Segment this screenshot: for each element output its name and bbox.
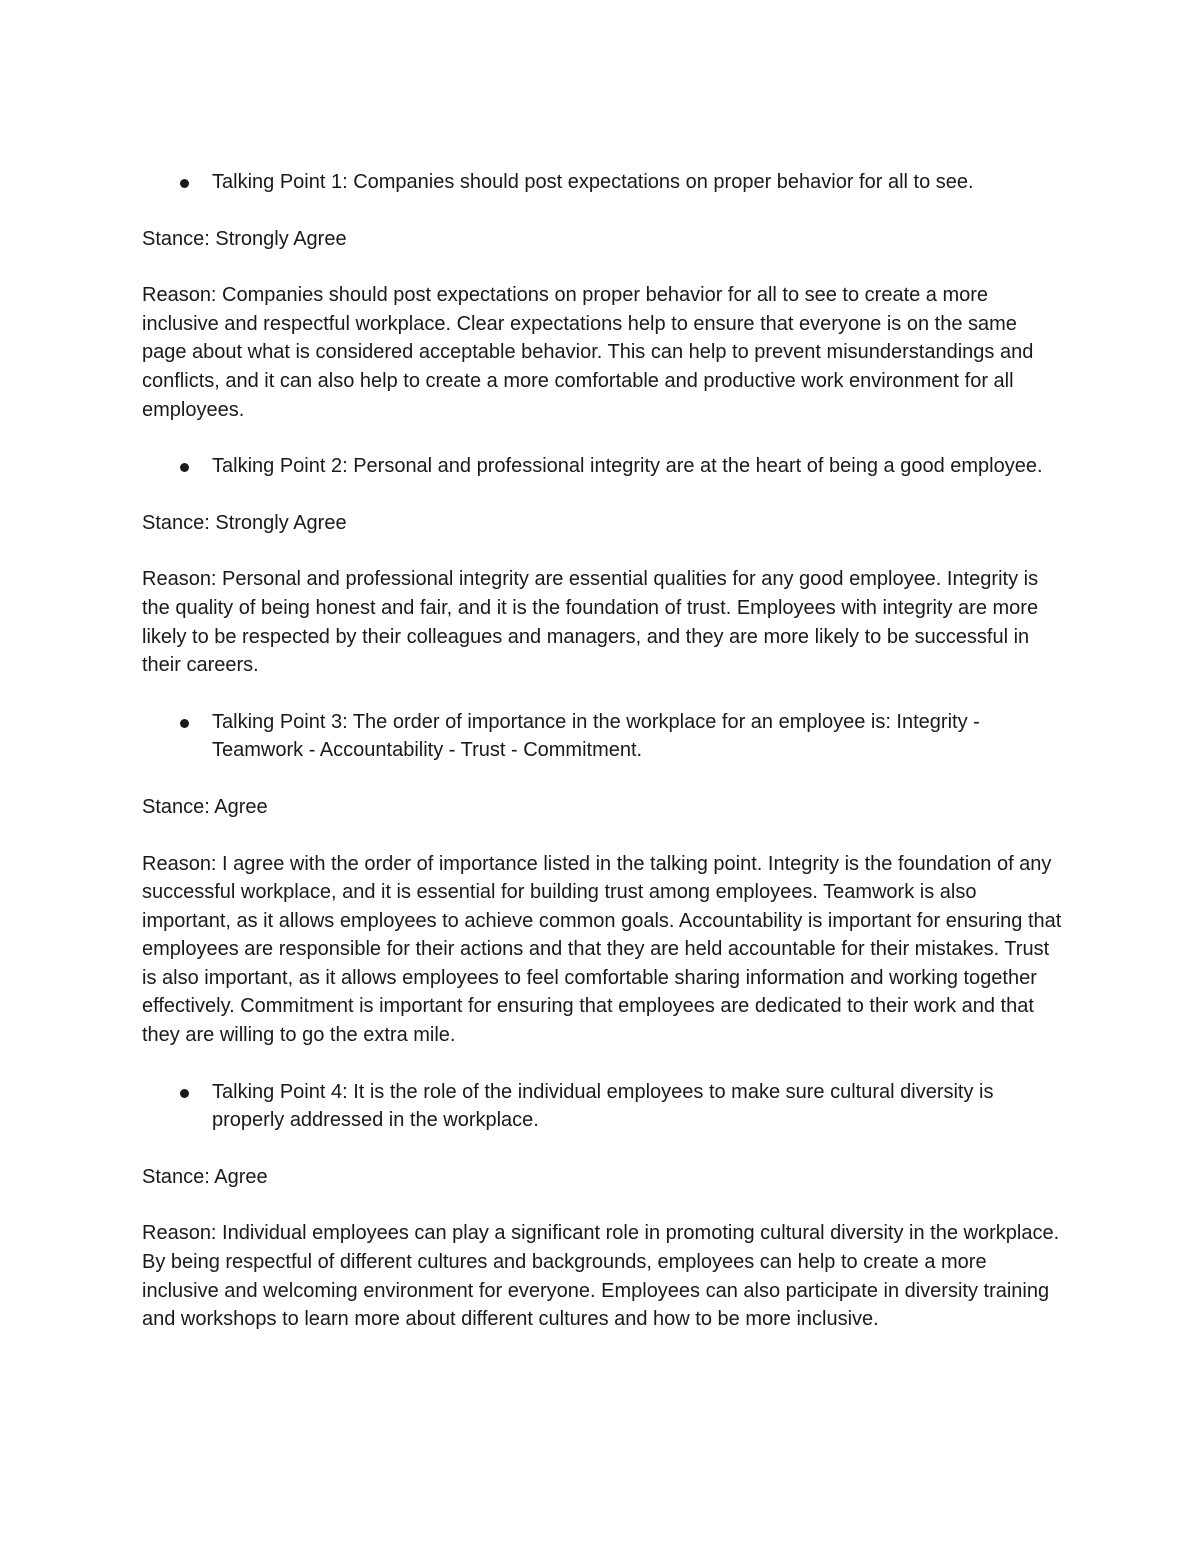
talking-point-1 bbox=[142, 168, 1062, 197]
talking-point-2 bbox=[142, 452, 1062, 481]
bullet-icon bbox=[180, 463, 189, 472]
document-page bbox=[142, 168, 1062, 1334]
talking-point-3 bbox=[142, 708, 1062, 765]
talking-point-text: Talking Point 3: The order of importance in the workplace for an employee is: Integrity - Teamwork - Accountability - Trust - Commitment. bbox=[212, 710, 980, 762]
reason-1: Reason: Companies should post expectations on proper behavior for all to see to create a more inclusive and respectful workplace. Clear expectations help to ensure that everyone is on the same page about what is considered acceptable behavior. This can help to prevent misunderstandings and conflicts, and it can also help to create a more comfortable and productive work environment for all employees. bbox=[142, 284, 1034, 421]
talking-point-text: Talking Point 2: Personal and professional integrity are at the heart of being a good employee. bbox=[212, 455, 1043, 478]
bullet-icon bbox=[180, 1089, 189, 1098]
bullet-icon bbox=[180, 179, 189, 188]
stance-2: Stance: Strongly Agree bbox=[142, 511, 347, 534]
stance-4: Stance: Agree bbox=[142, 1165, 268, 1188]
reason-2: Reason: Personal and professional integrity are essential qualities for any good employee. Integrity is the quality of being honest and fair, and it is the foundation of trust. Employees with integrity are more likely to be respected by their colleagues and managers, and they are more likely to be successful in their careers. bbox=[142, 568, 1039, 677]
talking-point-text: Talking Point 4: It is the role of the individual employees to make sure cultural diversity is properly addressed in the workplace. bbox=[212, 1080, 994, 1132]
talking-point-text: Talking Point 1: Companies should post expectations on proper behavior for all to see. bbox=[212, 171, 974, 193]
stance-3: Stance: Agree bbox=[142, 795, 268, 818]
talking-point-4 bbox=[142, 1078, 1062, 1135]
reason-3: Reason: I agree with the order of importance listed in the talking point. Integrity is the foundation of any successful workplace, and it is essential for building trust among employees. Teamwork is also important, as it allows employees to achieve common goals. Accountability is important for ensuring that employees are responsible for their actions and that they are held accountable for their mistakes. Trust is also important, as it allows employees to feel comfortable sharing information and working together effectively. Commitment is important for ensuring that employees are dedicated to their work and that they are willing to go the extra mile. bbox=[142, 852, 1062, 1047]
stance-1: Stance: Strongly Agree bbox=[142, 227, 347, 250]
bullet-icon bbox=[180, 719, 189, 728]
reason-4: Reason: Individual employees can play a significant role in promoting cultural diversity in the workplace. By being respectful of different cultures and backgrounds, employees can help to create a more inclusive and welcoming environment for everyone. Employees can also participate in diversity training and workshops to learn more about different cultures and how to be more inclusive. bbox=[142, 1222, 1060, 1331]
